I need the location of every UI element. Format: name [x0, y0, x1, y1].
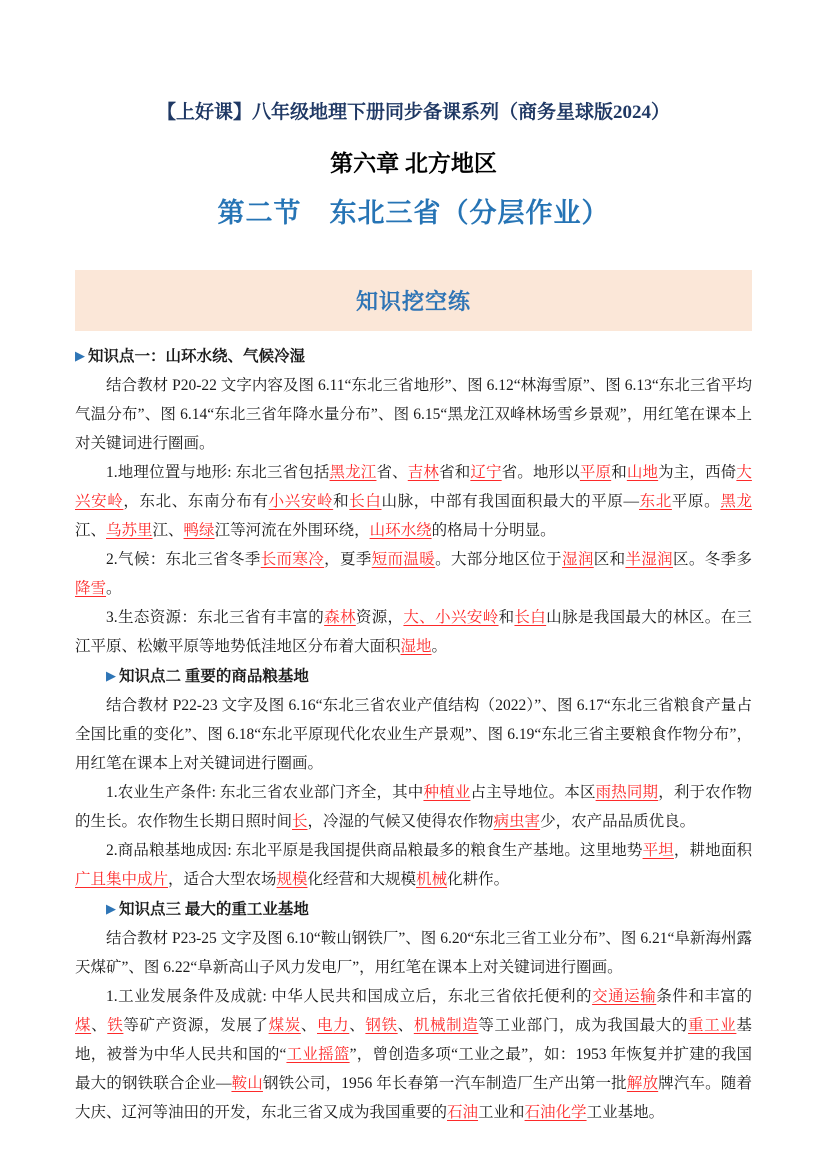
blank-term: 规模 — [276, 871, 308, 888]
paragraph — [75, 778, 752, 836]
text-run: 的格局十分明显。 — [431, 522, 556, 539]
blank-term: 广且集中成片 — [75, 871, 169, 888]
section-title: 第二节 东北三省（分层作业） — [217, 198, 610, 228]
blank-term: 机械制造 — [413, 1017, 479, 1034]
blank-term: 铁 — [107, 1017, 124, 1034]
blank-term: 煤 — [75, 1017, 92, 1034]
knowledge-point-heading — [75, 341, 752, 371]
text-run: 结合教材 P20-22 文字内容及图 6.11“东北三省地形”、图 6.12“林海雪原”、图 6.13“东北三省平均气温分布”、图 6.14“东北三省年降水量分布”、图 6.15“黑龙江双峰林场雪乡景观”，用红笔在课本上对关键词进行圈画。 — [75, 377, 752, 452]
text-run: 山脉，中部有我国面积最大的平原— — [381, 493, 639, 510]
blank-term: 辽宁 — [470, 464, 502, 481]
blank-term: 大、小兴安岭 — [403, 609, 499, 626]
blank-term: 煤炭 — [268, 1017, 301, 1034]
blank-term: 半湿润 — [625, 551, 674, 568]
blank-term: 降雪 — [75, 580, 107, 597]
text-run: ，适合大型农场 — [168, 871, 277, 888]
text-run: 江、 — [75, 522, 107, 539]
blank-term: 黑龙江 — [329, 464, 377, 481]
blank-term: 雨热同期 — [595, 784, 659, 801]
blank-term: 电力 — [317, 1017, 350, 1034]
text-run: ”，曾创造多项“工业之最”，如：1953 年恢复并扩建的我国最大的钢铁联合企业— — [75, 1046, 752, 1092]
text-run: ，东北、东南分布有 — [123, 493, 269, 510]
text-run: ，耕地面积 — [673, 842, 752, 859]
paragraph — [75, 691, 752, 778]
text-run: 。大部分地区位于 — [435, 551, 562, 568]
text-run: 牌汽车。随着大庆、辽河等油田的开发，东北三省又成为我国重要的 — [75, 1075, 752, 1121]
text-run: 省、 — [376, 464, 408, 481]
paragraph — [75, 924, 752, 982]
text-run: 江等河流在外围环绕， — [214, 522, 370, 539]
triangle-marker-icon: ▶ — [106, 668, 116, 683]
text-run: 少，农产品品质优良。 — [540, 813, 696, 830]
text-run: 、 — [349, 1017, 366, 1034]
text-run: 。 — [106, 580, 122, 597]
text-run: 区和 — [593, 551, 626, 568]
blank-term: 乌苏里 — [106, 522, 153, 539]
text-run: 。 — [431, 638, 448, 655]
blank-term: 工业摇篮 — [286, 1046, 350, 1063]
blank-term: 森林 — [324, 609, 356, 626]
blank-term: 鸭绿 — [183, 522, 215, 539]
banner-label: 知识挖空练 — [355, 289, 471, 314]
text-run: 2.商品粮基地成因: 东北平原是我国提供商品粮最多的粮食生产基地。这里地势 — [106, 842, 643, 859]
text-run: 结合教材 P22-23 文字及图 6.16“东北三省农业产值结构（2022）”、图 6.17“东北三省粮食产量占全国比重的变化”、图 6.18“东北平原现代化农业生产景观”、图 6.19“东北三省主要粮食作物分布”，用红笔在课本上对关键词进行圈画。 — [75, 697, 752, 772]
text-run: 结合教材 P23-25 文字及图 6.10“鞍山钢铁厂”、图 6.20“东北三省工业分布”、图 6.21“阜新海州露天煤矿”、图 6.22“阜新高山子风力发电厂”，用红笔在课本上对关键词进行圈画。 — [75, 930, 752, 976]
text-run: 化耕作。 — [447, 871, 510, 888]
text-run: ，夏季 — [324, 551, 372, 568]
text-run: ，冷湿的气候又使得农作物 — [307, 813, 494, 830]
blank-term: 钢铁 — [365, 1017, 398, 1034]
section-banner — [75, 270, 752, 331]
blank-term: 湿地 — [400, 638, 432, 655]
text-run: 、 — [397, 1017, 414, 1034]
series-title: 【上好课】八年级地理下册同步备课系列（商务星球版2024） — [156, 102, 670, 123]
blank-term: 长而寒冷 — [260, 551, 325, 568]
blank-term: 种植业 — [423, 784, 471, 801]
text-run: 山脉是我国最大的林区。在三江平原、松嫩平原等地势低洼地区分布着大面积 — [75, 609, 752, 655]
blank-term: 平原 — [579, 464, 612, 481]
text-run: 1.工业发展条件及成就: 中华人民共和国成立后，东北三省依托便利的 — [106, 988, 593, 1005]
blank-term: 黑龙 — [720, 493, 752, 510]
paragraph — [75, 982, 752, 1127]
blank-term: 长 — [292, 813, 308, 830]
text-run: 等工业部门，成为我国最大的 — [478, 1017, 689, 1034]
paragraph — [75, 545, 752, 603]
text-run: 知识点一：山环水绕、气候冷湿 — [88, 348, 306, 365]
triangle-marker-icon: ▶ — [106, 901, 116, 916]
blank-term: 湿润 — [562, 551, 594, 568]
paragraph — [75, 371, 752, 458]
blank-term: 机械 — [416, 871, 448, 888]
text-run: 区。冬季多 — [673, 551, 752, 568]
text-run: 1.地理位置与地形: 东北三省包括 — [106, 464, 330, 481]
text-run: 占主导地位。本区 — [470, 784, 596, 801]
blank-term: 重工业 — [688, 1017, 737, 1034]
text-run: 省和 — [439, 464, 471, 481]
chapter-title: 第六章 北方地区 — [330, 151, 497, 176]
blank-term: 山环水绕 — [369, 522, 432, 539]
blank-term: 交通运输 — [592, 988, 657, 1005]
blank-term: 病虫害 — [493, 813, 541, 830]
text-run: 工业基地。 — [586, 1104, 665, 1121]
text-run: 等矿产资源，发展了 — [123, 1017, 269, 1034]
blank-term: 小兴安岭 — [268, 493, 334, 510]
blank-term: 鞍山 — [231, 1075, 263, 1092]
text-run: 和 — [498, 609, 515, 626]
knowledge-point-heading — [75, 894, 752, 924]
paragraph — [75, 458, 752, 545]
blank-term: 石油 — [447, 1104, 479, 1121]
text-run: 平原。 — [671, 493, 721, 510]
content-blocks — [75, 341, 752, 1127]
text-run: 条件和丰富的 — [656, 988, 752, 1005]
blank-term: 东北 — [639, 493, 672, 510]
text-run: 、 — [91, 1017, 108, 1034]
text-run: 基地，被誉为中华人民共和国的“ — [75, 1017, 752, 1063]
text-run: 工业和 — [478, 1104, 525, 1121]
text-run: 化经营和大规模 — [307, 871, 417, 888]
paragraph — [75, 603, 752, 661]
text-run: 1.农业生产条件: 东北三省农业部门齐全，其中 — [106, 784, 424, 801]
blank-term: 大兴安岭 — [75, 464, 752, 510]
blank-term: 山地 — [626, 464, 659, 481]
text-run: 资源， — [355, 609, 404, 626]
blank-term: 石油化学 — [524, 1104, 587, 1121]
text-run: 3.生态资源：东北三省有丰富的 — [106, 609, 325, 626]
knowledge-point-heading — [75, 661, 752, 691]
text-run: 知识点三 最大的重工业基地 — [119, 901, 309, 918]
blank-term: 长白 — [514, 609, 547, 626]
text-run: 为主，西倚 — [658, 464, 737, 481]
text-run: 钢铁公司，1956 年长春第一汽车制造厂生产出第一批 — [262, 1075, 627, 1092]
text-run: 和 — [333, 493, 350, 510]
blank-term: 短而温暖 — [371, 551, 436, 568]
text-run: 江、 — [152, 522, 184, 539]
text-run: 2.气候：东北三省冬季 — [106, 551, 261, 568]
text-run: 省。地形以 — [501, 464, 580, 481]
text-run: 、 — [300, 1017, 317, 1034]
blank-term: 长白 — [349, 493, 382, 510]
blank-term: 吉林 — [407, 464, 440, 481]
triangle-marker-icon: ▶ — [75, 348, 85, 363]
text-run: ，利于农作物的生长。农作物生长期日照时间 — [75, 784, 752, 830]
blank-term: 平坦 — [642, 842, 674, 859]
paragraph — [75, 836, 752, 894]
text-run: 知识点二 重要的商品粮基地 — [119, 668, 309, 685]
blank-term: 解放 — [626, 1075, 659, 1092]
text-run: 和 — [611, 464, 627, 481]
